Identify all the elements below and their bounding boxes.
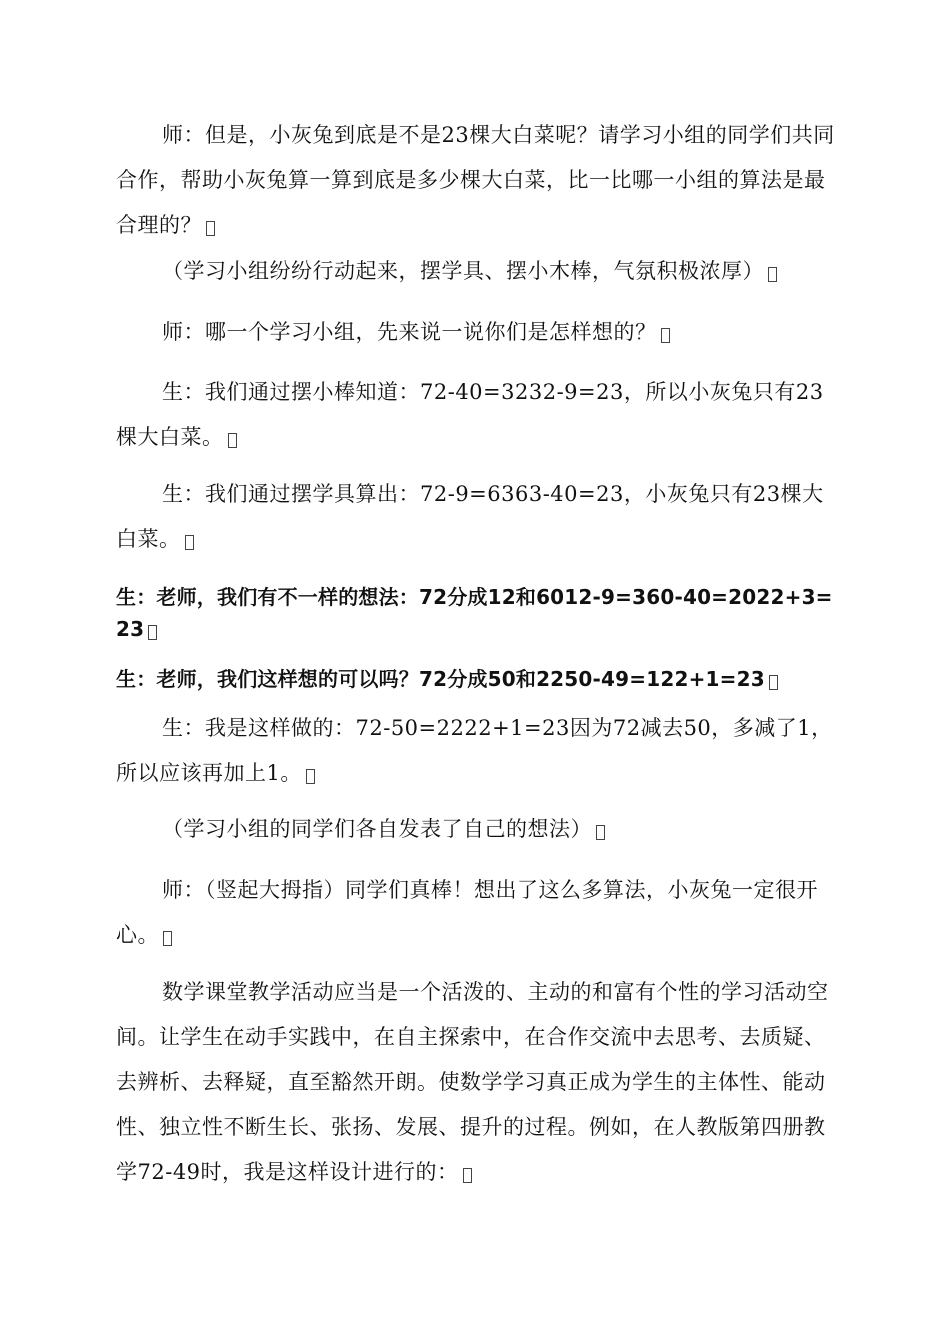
paragraph-mark-icon: [769, 675, 778, 690]
paragraph-student-answer-5: [116, 706, 836, 796]
paragraph-text: 生：我们通过摆学具算出：72-9=6363-40=23，小灰兔只有23棵大白菜。: [116, 482, 824, 551]
paragraph-summary: [116, 970, 836, 1195]
paragraph-mark-icon: [463, 1168, 472, 1183]
paragraph-text: 师：（竖起大拇指）同学们真棒！想出了这么多算法，小灰兔一定很开心。: [116, 878, 818, 947]
paragraph-teacher-ask: [116, 310, 836, 355]
paragraph-group-share: [116, 807, 836, 852]
paragraph-mark-icon: [661, 328, 670, 343]
paragraph-mark-icon: [206, 221, 215, 236]
paragraph-teacher-praise: [116, 868, 836, 958]
paragraph-text: （学习小组纷纷行动起来，摆学具、摆小木棒，气氛积极浓厚）: [162, 259, 764, 283]
paragraph-text: 师：哪一个学习小组，先来说一说你们是怎样想的？: [162, 320, 657, 344]
paragraph-student-answer-2: [116, 472, 836, 562]
paragraph-text: 生：老师，我们有不一样的想法：72分成12和6012-9=360-40=2022+3=23: [116, 585, 833, 641]
paragraph-mark-icon: [768, 267, 777, 282]
paragraph-text: 生：我是这样做的：72-50=2222+1=23因为72减去50，多减了1，所以应该再加上1。: [116, 716, 833, 785]
paragraph-student-answer-1: [116, 370, 836, 460]
paragraph-teacher-question: [116, 113, 836, 248]
paragraph-mark-icon: [163, 931, 172, 946]
paragraph-text: （学习小组的同学们各自发表了自己的想法）: [162, 817, 592, 841]
paragraph-text: 数学课堂教学活动应当是一个活泼的、主动的和富有个性的学习活动空间。让学生在动手实践中，在自主探索中，在合作交流中去思考、去质疑、去辨析、去释疑，直至豁然开朗。使数学学习真正成为学生的主体性、能动性、独立性不断生长、张扬、发展、提升的过程。例如，在人教版第四册教学72-49时，我是这样设计进行的：: [116, 980, 829, 1184]
paragraph-text: 生：我们通过摆小棒知道：72-40=3232-9=23，所以小灰兔只有23棵大白菜。: [116, 380, 824, 449]
paragraph-mark-icon: [185, 535, 194, 550]
paragraph-mark-icon: [228, 433, 237, 448]
paragraph-group-activity: [116, 249, 836, 294]
paragraph-mark-icon: [306, 769, 315, 784]
paragraph-text: 生：老师，我们这样想的可以吗？72分成50和2250-49=122+1=23: [116, 667, 765, 691]
paragraph-mark-icon: [148, 625, 157, 640]
paragraph-text: 师：但是，小灰兔到底是不是23棵大白菜呢？请学习小组的同学们共同合作，帮助小灰兔算一算到底是多少棵大白菜，比一比哪一小组的算法是最合理的？: [116, 123, 835, 237]
paragraph-student-answer-3: [116, 581, 836, 645]
paragraph-student-answer-4: [116, 663, 836, 695]
paragraph-mark-icon: [596, 825, 605, 840]
